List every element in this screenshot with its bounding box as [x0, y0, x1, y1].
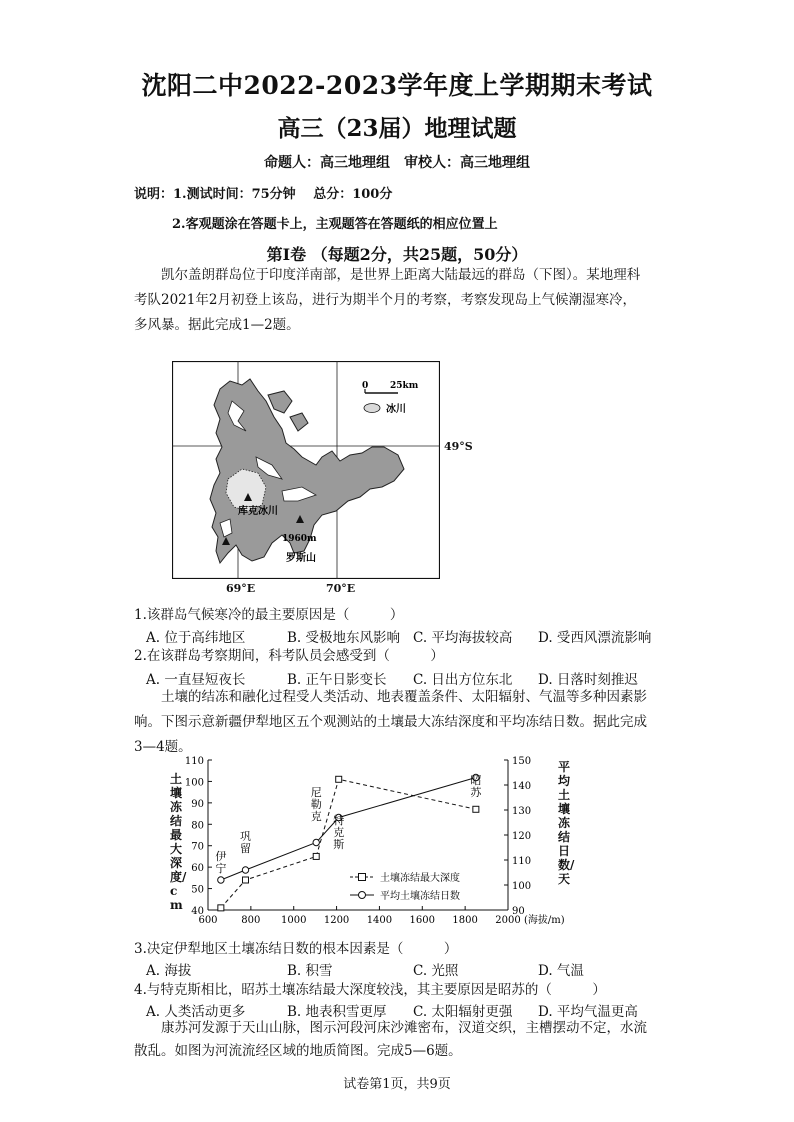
passage-3 [134, 1017, 664, 1063]
option: C. 平均海拔较高 [413, 630, 513, 646]
option: B. 地表积雪更厚 [287, 1004, 387, 1020]
x-axis-label: (海拔/m) [524, 915, 565, 926]
option: C. 日出方位东北 [413, 672, 513, 688]
passage-1-line: 多风暴。据此完成1—2题。 [134, 317, 300, 333]
question-2: 2.在该群岛考察期间，科考队员会感受到（ ） [134, 648, 444, 664]
days-point [242, 867, 248, 873]
exam-note-2: 2.客观题涂在答题卡上，主观题答在答题纸的相应位置上 [172, 217, 498, 232]
option: D. 日落时刻推迟 [538, 672, 638, 688]
depth-point [218, 905, 224, 911]
exam-subtitle: 高三（23届）地理试题 [277, 115, 517, 142]
option: B. 积雪 [287, 963, 333, 979]
lon-label-70e: 70°E [326, 582, 356, 595]
mountain-name-label: 罗斯山 [286, 553, 316, 564]
option: A. 一直昼短夜长 [146, 672, 246, 688]
right-tick-label: 110 [512, 856, 532, 867]
freeze-chart [160, 752, 600, 932]
right-tick-label: 130 [512, 806, 532, 817]
station-label: 苏 [470, 786, 482, 799]
question-4: 4.与特克斯相比，昭苏土壤冻结最大深度较浅，其主要原因是昭苏的（ ） [134, 982, 606, 998]
station-label: 克 [333, 826, 345, 839]
station-label: 巩 [240, 830, 251, 843]
station-label: 尼 [310, 786, 322, 799]
station-label: 特 [333, 814, 345, 827]
passage-3-line: 散乱。如图为河流流经区域的地质简图。完成5—6题。 [134, 1043, 462, 1059]
series-line-depth [221, 779, 476, 908]
passage-1-line: 考队2021年2月初登上该岛，进行为期半个月的考察，考察发现岛上气候潮湿寒冷， [134, 292, 636, 308]
legend-label-depth: 土壤冻结最大深度 [380, 873, 460, 884]
left-tick-label: 80 [191, 820, 204, 832]
legend-square-marker [359, 874, 366, 881]
scale-label: 25km [390, 381, 419, 391]
passage-2-line: 土壤的结冻和融化过程受人类活动、地表覆盖条件、太阳辐射、气温等多种因素影 [161, 689, 647, 705]
station-label: 伊 [215, 850, 227, 863]
chart-frame [208, 760, 508, 910]
right-tick-label: 140 [512, 781, 532, 792]
chart-legend [350, 871, 460, 902]
station-label: 昭 [470, 774, 482, 787]
station-label: 留 [240, 842, 251, 855]
left-tick-label: 100 [184, 777, 204, 789]
legend-glacier-label: 冰川 [386, 404, 406, 415]
left-tick-label: 90 [191, 798, 204, 810]
elevation-label: 1960m [282, 534, 317, 544]
option: D. 平均气温更高 [538, 1004, 638, 1020]
option: B. 正午日影变长 [287, 672, 387, 688]
right-tick-label: 120 [512, 831, 532, 842]
depth-point [336, 776, 342, 782]
station-labels [215, 774, 482, 875]
left-tick-label: 60 [191, 863, 204, 875]
days-point [218, 877, 224, 883]
page-footer: 试卷第1页，共9页 [343, 1077, 451, 1092]
right-axis-label: 平均土壤冻结日数/天 [558, 760, 575, 886]
lon-label-69e: 69°E [226, 582, 256, 595]
legend-circle-marker [359, 892, 366, 899]
days-point [313, 839, 319, 845]
depth-point [473, 806, 479, 812]
glacier-legend-icon [364, 404, 380, 413]
station-label: 斯 [333, 838, 345, 851]
right-tick-label: 90 [512, 906, 525, 917]
station-label: 克 [310, 810, 322, 823]
option: D. 受西风漂流影响 [538, 630, 652, 646]
scale-zero: 0 [362, 381, 369, 391]
exam-authors: 命题人：高三地理组 审校人：高三地理组 [264, 155, 530, 171]
option: D. 气温 [538, 963, 584, 979]
exam-title: 沈阳二中2022-2023学年度上学期期末考试 [141, 71, 653, 100]
passage-2-line: 3—4题。 [134, 739, 192, 755]
passage-1 [134, 263, 664, 338]
option: C. 光照 [413, 963, 459, 979]
passage-3-line: 康苏河发源于天山山脉，图示河段河床沙滩密布，汊道交织，主槽摆动不定，水流 [161, 1020, 647, 1036]
x-tick-label: 1600 [409, 915, 436, 926]
question-1: 1.该群岛气候寒冷的最主要原因是（ ） [134, 607, 404, 623]
x-tick-label: 1200 [323, 915, 350, 926]
depth-point [313, 853, 319, 859]
passage-2-line: 响。下图示意新疆伊犁地区五个观测站的土壤最大冻结深度和平均冻结日数。据此完成 [134, 714, 647, 730]
x-ticks [198, 906, 520, 926]
option: C. 太阳辐射更强 [413, 1004, 513, 1020]
left-tick-label: 110 [184, 756, 204, 767]
passage-1-line: 凯尔盖朗群岛位于印度洋南部，是世界上距离大陆最远的群岛（下图）。某地理科 [161, 267, 641, 283]
option: A. 人类活动更多 [146, 1004, 246, 1020]
left-tick-label: 50 [191, 884, 204, 896]
lat-label-49s: 49°S [444, 440, 473, 453]
left-axis-label: 土壤冻结最大深度/cm [170, 772, 187, 912]
question-3: 3.决定伊犁地区土壤冻结日数的根本因素是（ ） [134, 941, 458, 957]
series-line-days [221, 778, 476, 881]
option: A. 海拔 [146, 963, 192, 979]
section-title: 第Ⅰ卷 （每题2分，共25题，50分） [266, 245, 528, 264]
question-3-options [146, 959, 676, 979]
glacier-name-label: 库克冰川 [238, 506, 278, 517]
left-tick-label: 40 [191, 906, 204, 917]
left-tick-label: 70 [191, 841, 204, 853]
right-tick-label: 150 [512, 756, 532, 767]
x-tick-label: 1000 [280, 915, 307, 926]
passage-2 [134, 685, 664, 760]
option: A. 位于高纬地区 [146, 630, 246, 646]
legend-label-days: 平均土壤冻结日数 [380, 891, 460, 902]
exam-note-1: 说明：1.测试时间：75分钟 总分：100分 [134, 187, 393, 202]
right-tick-label: 100 [512, 881, 532, 892]
x-tick-label: 600 [198, 915, 218, 926]
x-tick-label: 1400 [366, 915, 393, 926]
x-tick-label: 2000 [495, 915, 521, 926]
kerguelen-map [172, 361, 440, 579]
option: B. 受极地东风影响 [287, 630, 401, 646]
depth-point [243, 877, 249, 883]
question-1-options [146, 626, 676, 646]
x-tick-label: 800 [241, 915, 261, 926]
station-label: 宁 [215, 862, 227, 875]
x-tick-label: 1800 [452, 915, 478, 926]
station-label: 勒 [310, 798, 322, 811]
